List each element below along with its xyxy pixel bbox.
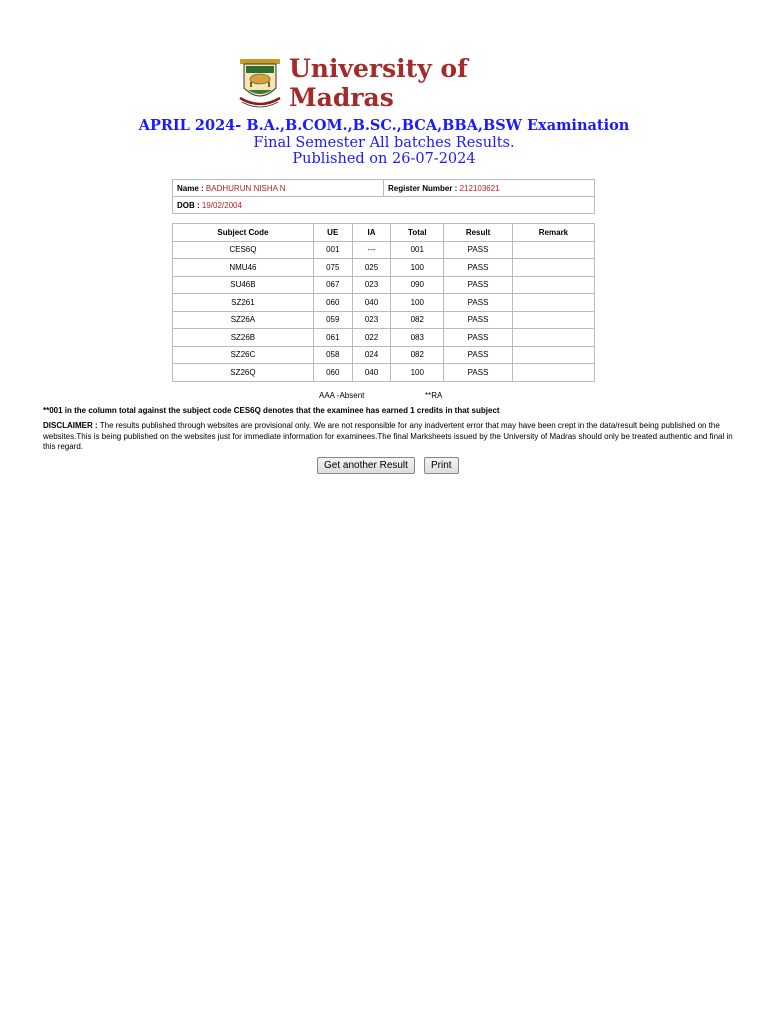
dob-cell — [173, 197, 595, 214]
ue-mark: 001 — [313, 241, 352, 259]
result: PASS — [444, 311, 513, 329]
subject-code: SZ26Q — [173, 364, 314, 382]
table-row — [173, 346, 595, 364]
table-row — [173, 294, 595, 312]
disclaimer — [43, 421, 733, 453]
total-mark: 082 — [391, 346, 444, 364]
name-cell — [173, 180, 384, 197]
ue-mark: 060 — [313, 294, 352, 312]
remark — [512, 364, 594, 382]
register-number: 212103621 — [459, 183, 500, 193]
remark — [512, 311, 594, 329]
result: PASS — [444, 364, 513, 382]
published-date: Published on 26-07-2024 — [292, 151, 476, 167]
total-mark: 090 — [391, 276, 444, 294]
ia-mark: 022 — [352, 329, 391, 347]
exam-title-bold: APRIL 2024- B.A.,B.COM.,B.SC.,BCA,BBA,BSW Examination — [138, 117, 630, 134]
register-cell — [384, 180, 595, 197]
col-ue: UE — [313, 224, 352, 242]
student-name: BADHURUN NISHA N — [205, 183, 286, 193]
table-row — [173, 259, 595, 277]
student-info-table — [172, 179, 595, 214]
ia-mark: 040 — [352, 364, 391, 382]
total-mark: 100 — [391, 294, 444, 312]
total-mark: 100 — [391, 364, 444, 382]
ue-mark: 060 — [313, 364, 352, 382]
total-mark: 082 — [391, 311, 444, 329]
total-mark: 083 — [391, 329, 444, 347]
remark — [512, 241, 594, 259]
print-button[interactable]: Print — [424, 457, 459, 474]
ia-mark: 023 — [352, 311, 391, 329]
exam-title — [120, 118, 648, 168]
remark — [512, 294, 594, 312]
table-row — [173, 241, 595, 259]
ue-mark: 075 — [313, 259, 352, 277]
ia-mark: 040 — [352, 294, 391, 312]
name-label: Name : — [177, 183, 204, 193]
university-name: University of Madras — [289, 54, 468, 112]
remark — [512, 346, 594, 364]
get-another-result-button[interactable]: Get another Result — [317, 457, 415, 474]
remark — [512, 329, 594, 347]
result: PASS — [444, 241, 513, 259]
ia-mark: --- — [352, 241, 391, 259]
col-remark: Remark — [512, 224, 594, 242]
header — [238, 54, 538, 114]
marks-table — [172, 223, 595, 382]
subject-code: SZ261 — [173, 294, 314, 312]
dob-value: 19/02/2004 — [201, 200, 242, 210]
ia-mark: 025 — [352, 259, 391, 277]
result: PASS — [444, 294, 513, 312]
university-crest-logo — [238, 58, 282, 112]
disclaimer-label: DISCLAIMER : — [43, 421, 98, 430]
table-row — [173, 276, 595, 294]
subject-code: SZ26C — [173, 346, 314, 364]
subject-code: SZ26A — [173, 311, 314, 329]
marks-header-row — [173, 224, 595, 242]
table-row — [173, 364, 595, 382]
table-row — [173, 311, 595, 329]
subject-code: NMU46 — [173, 259, 314, 277]
result: PASS — [444, 259, 513, 277]
total-mark: 001 — [391, 241, 444, 259]
ue-mark: 058 — [313, 346, 352, 364]
result: PASS — [444, 329, 513, 347]
result: PASS — [444, 276, 513, 294]
legend-ra: **RA — [425, 391, 443, 400]
col-total: Total — [391, 224, 444, 242]
ia-mark: 024 — [352, 346, 391, 364]
table-row — [173, 329, 595, 347]
subject-code: CES6Q — [173, 241, 314, 259]
legend-absent: AAA -Absent — [319, 391, 365, 400]
ue-mark: 061 — [313, 329, 352, 347]
remark — [512, 276, 594, 294]
disclaimer-text: The results published through websites are provisional only. We are not responsible for any inadvertent error that may have been crept in the data/result being published on the websites.This is being published on the websites just for immediate information for examinees.The final Marksheets issued by the University of Madras should only be treated authentic and final in this regard. — [43, 421, 733, 451]
ue-mark: 059 — [313, 311, 352, 329]
credits-note: **001 in the column total against the subject code CES6Q denotes that the examinee has earned 1 credits in that subject — [43, 406, 500, 415]
exam-title-rest: Final Semester All batches Results. — [253, 134, 515, 151]
col-subject-code: Subject Code — [173, 224, 314, 242]
col-ia: IA — [352, 224, 391, 242]
register-label: Register Number : — [388, 183, 458, 193]
ue-mark: 067 — [313, 276, 352, 294]
subject-code: SU46B — [173, 276, 314, 294]
dob-label: DOB : — [177, 200, 200, 210]
total-mark: 100 — [391, 259, 444, 277]
result: PASS — [444, 346, 513, 364]
remark — [512, 259, 594, 277]
ia-mark: 023 — [352, 276, 391, 294]
col-result: Result — [444, 224, 513, 242]
subject-code: SZ26B — [173, 329, 314, 347]
